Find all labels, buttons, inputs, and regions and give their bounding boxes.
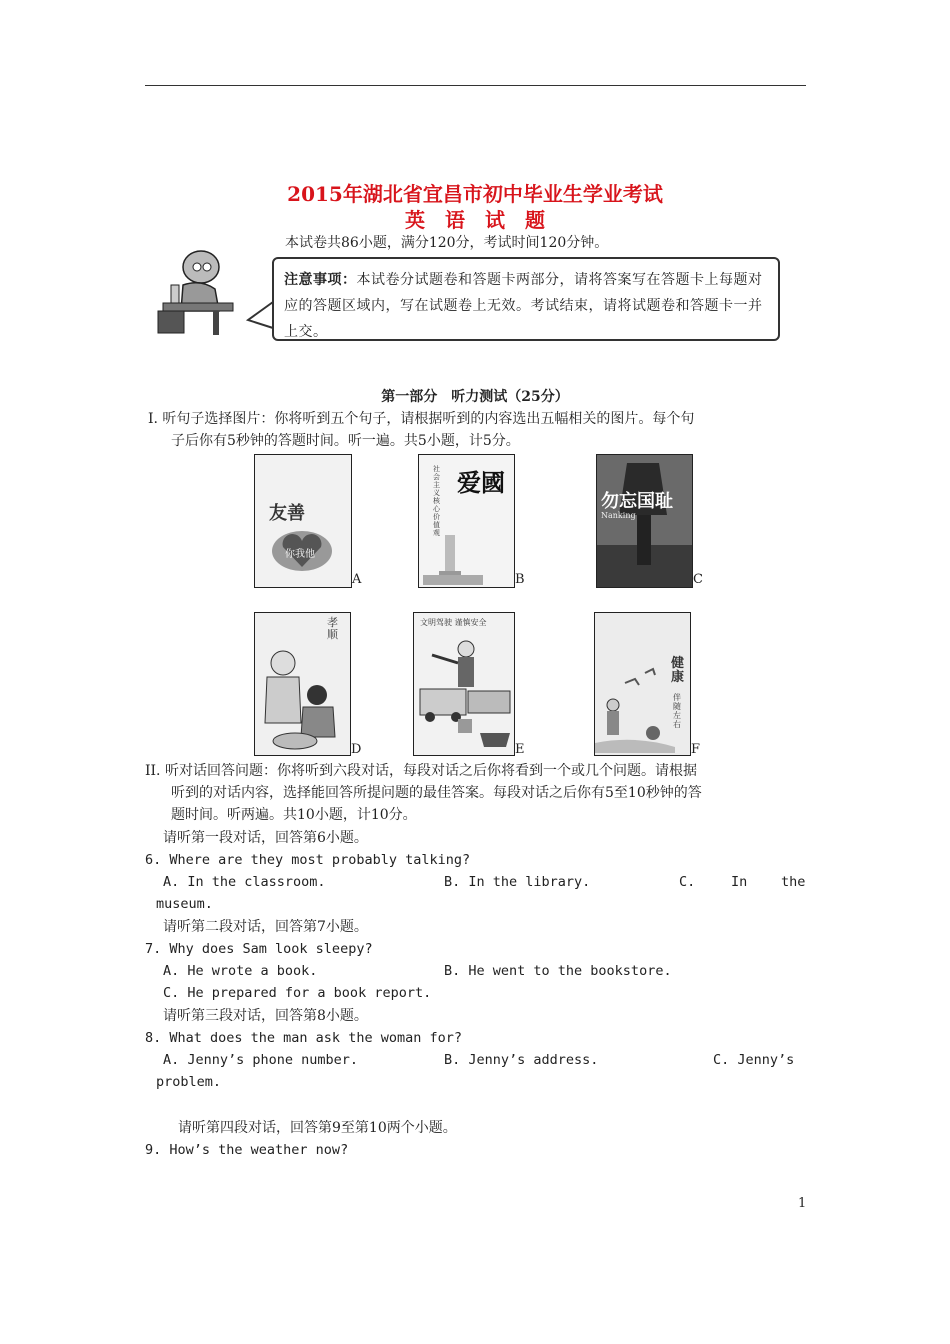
student-cartoon-icon xyxy=(153,245,238,340)
picture-e-caption: 文明驾驶 谨慎安全 xyxy=(420,618,487,627)
notice-label: 注意事项： xyxy=(284,272,357,288)
picture-a-subcaption: 你我他 xyxy=(285,549,315,560)
picture-b-caption: 爱國 xyxy=(457,468,505,497)
section2-line1: II. 听对话回答问题：你将听到六段对话，每段对话之后你将看到一个或几个问题。请根据 xyxy=(145,763,697,779)
traffic-police-icon xyxy=(414,631,514,753)
picture-b xyxy=(418,454,515,588)
picture-f-label: F xyxy=(691,742,701,757)
q6-option-a: A. In the classroom. xyxy=(163,874,326,890)
section1-line2: 子后你有5秒钟的答题时间。听一遍。共5小题，计5分。 xyxy=(171,433,520,449)
notice-text: 本试卷分试题卷和答题卡两部分，请将答案写在答题卡上每题对应的答题区域内，写在试题卷上无效。考试结束，请将试题卷和答题卡一并上交。 xyxy=(284,272,763,340)
q8-option-c: C. Jenny’s xyxy=(713,1052,795,1068)
top-rule xyxy=(145,85,806,86)
q7-instruction: 请听第二段对话，回答第7小题。 xyxy=(163,919,368,935)
picture-c-label: C xyxy=(693,572,703,587)
picture-d xyxy=(254,612,351,756)
q8-option-c-wrap: problem. xyxy=(156,1074,222,1090)
bell-monument-icon xyxy=(597,455,692,587)
picture-f-subcaption: 伴随左右 xyxy=(673,693,681,729)
picture-e-label: E xyxy=(515,742,525,757)
q7-option-b: B. He went to the bookstore. xyxy=(444,963,672,979)
q8-instruction: 请听第三段对话，回答第8小题。 xyxy=(163,1008,368,1024)
section1-line1: Ⅰ. 听句子选择图片：你将听到五个句子，请根据听到的内容选出五幅相关的图片。每个句 xyxy=(148,411,695,427)
exam-info: 本试卷共86小题，满分120分，考试时间120分钟。 xyxy=(285,235,609,251)
q8-option-b: B. Jenny’s address. xyxy=(444,1052,599,1068)
picture-b-subcaption: 社会主义核心价值观 xyxy=(433,465,440,537)
picture-a-label: A xyxy=(352,572,362,587)
q6-option-b: B. In the library. xyxy=(444,874,591,890)
exam-subject: 英 语 试 题 xyxy=(405,208,545,232)
q6-option-c-wrap: museum. xyxy=(156,896,213,912)
q6-option-c-word2: the xyxy=(781,874,806,890)
exam-title: 2015年湖北省宜昌市初中毕业生学业考试 xyxy=(287,182,663,206)
q8-option-a: A. Jenny’s phone number. xyxy=(163,1052,359,1068)
page-number: 1 xyxy=(798,1196,807,1211)
section2-line2: 听到的对话内容，选择能回答所提问题的最佳答案。每段对话之后你有5至10秒钟的答 xyxy=(171,785,702,801)
q7-option-a: A. He wrote a book. xyxy=(163,963,318,979)
q6-question: 6. Where are they most probably talking? xyxy=(145,852,471,868)
q6-instruction: 请听第一段对话，回答第6小题。 xyxy=(163,830,368,846)
monument-icon xyxy=(423,531,483,585)
picture-a-caption: 友善 xyxy=(269,503,305,524)
picture-a xyxy=(254,454,352,588)
picture-e xyxy=(413,612,515,756)
q7-question: 7. Why does Sam look sleepy? xyxy=(145,941,373,957)
q6-option-c-word1: In xyxy=(731,874,748,890)
picture-d-caption: 孝顺 xyxy=(327,616,338,641)
picture-c xyxy=(596,454,693,588)
q8-question: 8. What does the man ask the woman for? xyxy=(145,1030,462,1046)
speech-bubble-tail xyxy=(246,300,274,330)
q9-instruction: 请听第四段对话，回答第9至第10两个小题。 xyxy=(178,1120,457,1136)
q9-question: 9. How’s the weather now? xyxy=(145,1142,349,1158)
healthy-child-icon xyxy=(595,643,675,753)
picture-d-label: D xyxy=(351,742,362,757)
section2-line3: 题时间。听两遍。共10小题，计10分。 xyxy=(171,807,417,823)
picture-b-label: B xyxy=(515,572,525,587)
notice-box xyxy=(272,257,780,341)
picture-c-subcaption: Nanking xyxy=(601,511,636,520)
part1-heading: 第一部分 听力测试（25分） xyxy=(381,389,569,405)
q7-option-c: C. He prepared for a book report. xyxy=(163,985,432,1001)
foot-washing-icon xyxy=(255,633,350,753)
picture-c-caption: 勿忘国耻 xyxy=(601,491,673,512)
q6-option-c: C. xyxy=(679,874,696,890)
picture-f xyxy=(594,612,691,756)
picture-f-caption: 健康 xyxy=(671,656,685,685)
